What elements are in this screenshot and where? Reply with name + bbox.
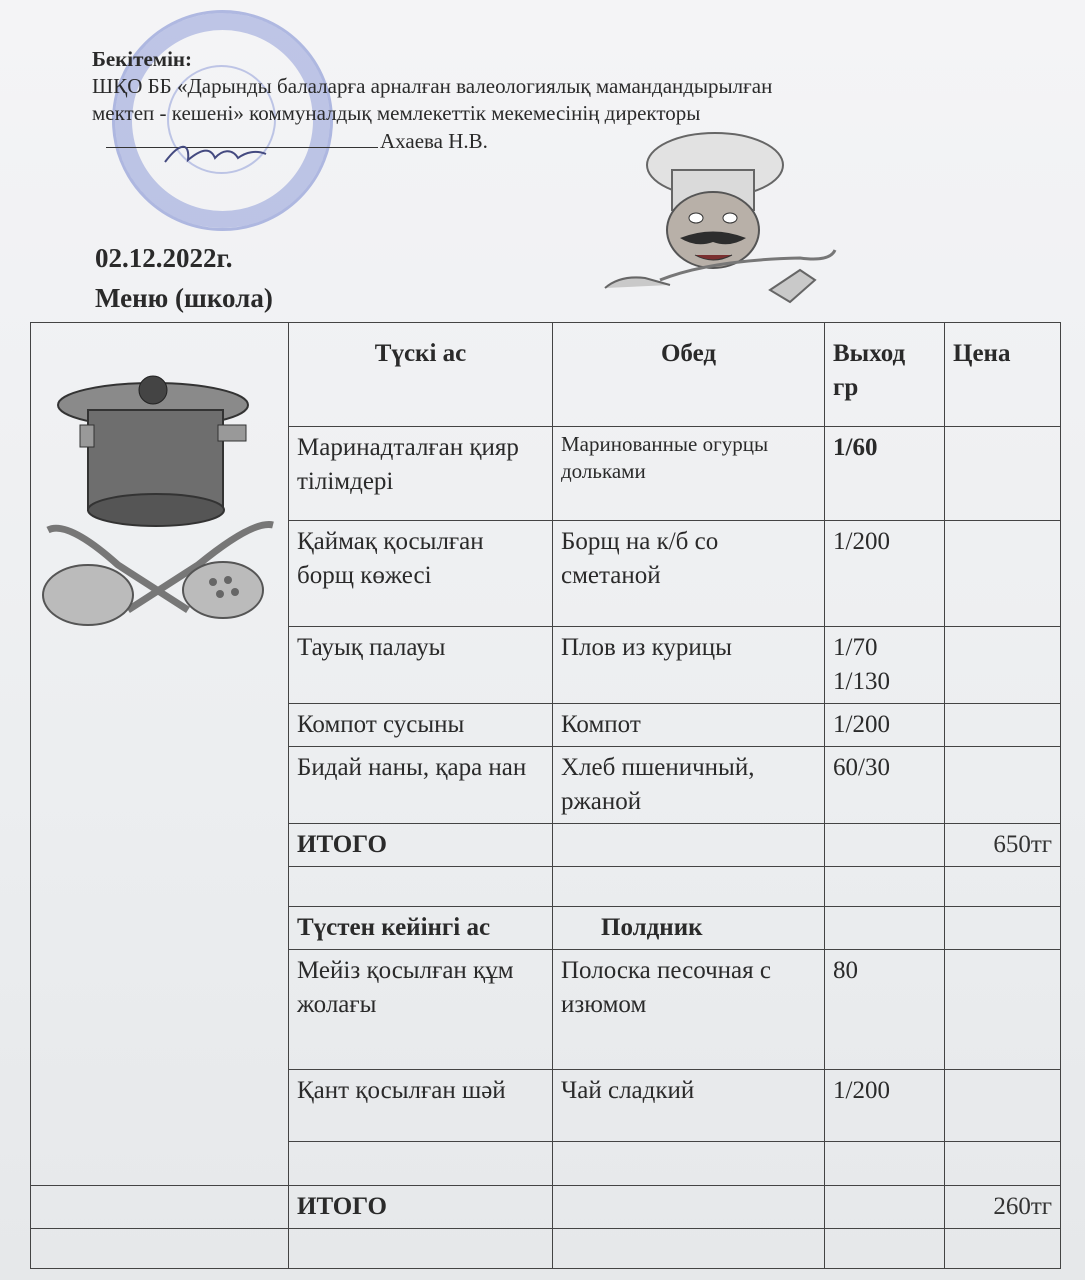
dish-kz: Бидай наны, қара нан — [289, 747, 553, 824]
dish-price — [945, 704, 1061, 747]
empty-cell — [289, 867, 553, 907]
empty-cell — [553, 1142, 825, 1186]
dish-ru: Маринованные огурцы дольками — [553, 427, 825, 521]
menu-date: 02.12.2022г. — [95, 243, 233, 273]
dish-weight: 1/60 — [825, 427, 945, 521]
snack-header-kz: Түстен кейінгі ас — [289, 907, 553, 950]
director-name: Ахаева Н.В. — [380, 129, 488, 153]
dish-ru: Хлеб пшеничный, ржаной — [553, 747, 825, 824]
empty-cell — [553, 1229, 825, 1269]
snack-total-label: ИТОГО — [289, 1186, 553, 1229]
dish-kz: Маринадталған қияр тілімдері — [289, 427, 553, 521]
dish-ru: Компот — [553, 704, 825, 747]
empty-cell — [289, 1229, 553, 1269]
cooking-pot-icon — [38, 370, 283, 640]
dish-weight: 60/30 — [825, 747, 945, 824]
dish-weight: 1/200 — [825, 521, 945, 627]
menu-title: Меню (школа) — [95, 283, 273, 313]
dish-price — [945, 427, 1061, 521]
dish-kz: Мейіз қосылған құм жолағы — [289, 950, 553, 1070]
empty-cell — [825, 1229, 945, 1269]
dish-ru: Борщ на к/б со сметаной — [553, 521, 825, 627]
empty-cell — [553, 1186, 825, 1229]
dish-weight: 1/200 — [825, 1070, 945, 1142]
dish-ru: Полоска песочная с изюмом — [553, 950, 825, 1070]
snack-total-row — [31, 1186, 1061, 1229]
empty-cell — [825, 867, 945, 907]
dish-price — [945, 950, 1061, 1070]
dish-price — [945, 627, 1061, 704]
dish-price — [945, 521, 1061, 627]
empty-cell — [825, 1186, 945, 1229]
dish-price — [945, 747, 1061, 824]
empty-cell — [825, 824, 945, 867]
dish-kz: Компот сусыны — [289, 704, 553, 747]
signature-icon — [160, 140, 270, 170]
snack-total-price: 260тг — [945, 1186, 1061, 1229]
header-kz: Түскі ас — [289, 323, 553, 427]
empty-cell — [945, 1142, 1061, 1186]
approval-line-2: мектеп - кешені» коммуналдық мемлекеттік мекемесінің директоры — [92, 101, 701, 125]
empty-cell — [553, 867, 825, 907]
empty-cell — [825, 907, 945, 950]
empty-cell — [945, 1229, 1061, 1269]
dish-weight: 80 — [825, 950, 945, 1070]
empty-cell — [289, 1142, 553, 1186]
empty-cell — [945, 907, 1061, 950]
approval-heading: Бекітемін: — [92, 47, 193, 71]
header-price: Цена — [945, 323, 1061, 427]
snack-header-ru: Полдник — [553, 907, 825, 950]
empty-cell — [945, 867, 1061, 907]
dish-weight: 1/200 — [825, 704, 945, 747]
chef-icon — [600, 130, 850, 310]
dish-kz: Қант қосылған шәй — [289, 1070, 553, 1142]
dish-ru: Чай сладкий — [553, 1070, 825, 1142]
header-ru: Обед — [553, 323, 825, 427]
dish-weight: 1/70 1/130 — [825, 627, 945, 704]
approval-block — [92, 46, 992, 155]
empty-cell — [31, 1186, 289, 1229]
empty-cell — [31, 1229, 289, 1269]
dish-ru: Плов из курицы — [553, 627, 825, 704]
approval-line-1: ШҚО ББ «Дарынды балаларға арналған валеологиялық мамандандырылған — [92, 74, 773, 98]
dish-kz: Қаймақ қосылған борщ көжесі — [289, 521, 553, 627]
lunch-total-label: ИТОГО — [289, 824, 553, 867]
empty-cell — [553, 824, 825, 867]
lunch-total-price: 650тг — [945, 824, 1061, 867]
dish-price — [945, 1070, 1061, 1142]
dish-kz: Тауық палауы — [289, 627, 553, 704]
empty-row — [31, 1229, 1061, 1269]
header-weight: Выход гр — [825, 323, 945, 427]
empty-cell — [825, 1142, 945, 1186]
